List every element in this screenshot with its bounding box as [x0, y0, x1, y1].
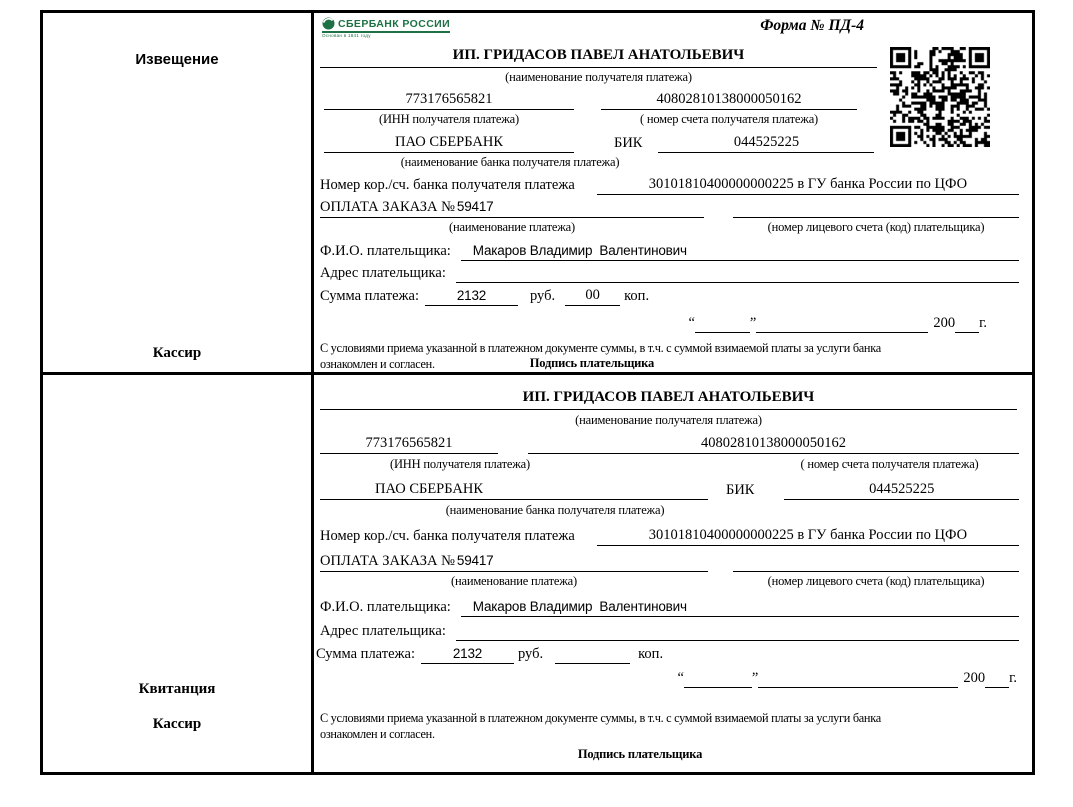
date-line: [320, 314, 987, 333]
corr-account-label: Номер кор./сч. банка получателя платежа: [320, 527, 575, 544]
personal-account-caption: (номер лицевого счета (код) плательщика): [767, 573, 985, 588]
payer-address-label: Адрес плательщика:: [320, 622, 446, 639]
bik-value: 044525225: [658, 133, 874, 153]
order-number: 59417: [456, 552, 494, 568]
quote-close: ”: [751, 670, 759, 687]
payee-name-field: [320, 46, 877, 68]
payment-sum-label: Сумма платежа:: [316, 645, 415, 662]
year-suffix: г.: [1009, 670, 1017, 687]
payee-name-field: [320, 388, 1017, 410]
form-number-label: Форма № ПД-4: [760, 17, 864, 34]
rub-label: руб.: [518, 645, 544, 662]
receipt-section: [43, 375, 1032, 772]
agreement-line2: ознакомлен и согласен.: [320, 357, 435, 372]
agreement-line1: С условиями приема указанной в платежном документе суммы, в т.ч. с суммой взимаемой платы за услуги банка: [320, 711, 881, 726]
personal-account-caption: (номер лицевого счета (код) плательщика): [767, 219, 985, 234]
inn-caption: (ИНН получателя платежа): [390, 457, 530, 472]
payment-sum-label: Сумма платежа:: [320, 287, 419, 304]
notice-body-cell: [314, 13, 1032, 372]
account-value: 40802810138000050162: [528, 434, 1019, 454]
bank-name-value: ПАО СБЕРБАНК: [320, 480, 708, 500]
payee-name-caption: (наименование получателя платежа): [505, 69, 692, 84]
notice-section: [43, 13, 1032, 375]
receipt-body-cell: [314, 375, 1032, 772]
year-prefix: 200: [933, 314, 956, 331]
payer-name-value: Макаров Владимир Валентинович: [461, 242, 1019, 261]
personal-account-line: [733, 200, 1019, 218]
payer-address-line: [456, 623, 1019, 641]
bik-value: 044525225: [784, 480, 1019, 500]
account-caption: ( номер счета получателя платежа): [639, 112, 819, 127]
rub-label: руб.: [530, 287, 556, 304]
sberbank-logo-text: СБЕРБАНК РОССИИ: [338, 17, 451, 30]
date-day-line: [684, 672, 752, 688]
account-value: 40802810138000050162: [601, 90, 857, 110]
quote-open: “: [677, 670, 684, 687]
quote-close: ”: [749, 314, 757, 331]
inn-value: 773176565821: [320, 434, 498, 454]
date-year-line: [985, 672, 1009, 688]
sberbank-logo-tagline: Основан в 1841 году: [322, 33, 371, 38]
kop-label: коп.: [624, 287, 650, 304]
payment-name-field: [320, 552, 708, 572]
year-suffix: г.: [979, 314, 987, 331]
agreement-line1: С условиями приема указанной в платежном документе суммы, в т.ч. с суммой взимаемой платы за услуги банка: [320, 341, 881, 356]
receipt-label: Квитанция: [138, 681, 216, 697]
notice-label: Извещение: [135, 51, 219, 68]
notice-stub-cell: [43, 13, 314, 372]
date-year-line: [955, 317, 979, 333]
payee-name: ИП. ГРИДАСОВ ПАВЕЛ АНАТОЛЬЕВИЧ: [522, 389, 815, 405]
date-line: [320, 669, 1017, 688]
order-number: 59417: [456, 198, 494, 214]
receipt-stub-cell: [43, 375, 314, 772]
payment-name-caption: (наименование платежа): [451, 573, 577, 588]
signature-label: Подпись плательщика: [577, 746, 703, 761]
bank-name-value: ПАО СБЕРБАНК: [324, 133, 574, 153]
date-month-line: [756, 317, 928, 333]
corr-account-label: Номер кор./сч. банка получателя платежа: [320, 176, 575, 193]
payee-name: ИП. ГРИДАСОВ ПАВЕЛ АНАТОЛЬЕВИЧ: [452, 47, 745, 63]
payee-name-caption: (наименование получателя платежа): [575, 412, 762, 427]
bank-name-caption: (наименование банка получателя платежа): [400, 155, 620, 169]
sum-kop-value: [555, 663, 630, 664]
sum-rub-value: 2132: [421, 645, 514, 664]
payer-name-label: Ф.И.О. плательщика:: [320, 598, 451, 615]
bank-name-caption: (наименование банка получателя платежа): [445, 503, 665, 517]
cashier-label: Кассир: [152, 716, 202, 732]
corr-account-value: 30101810400000000225 в ГУ банка России по ЦФО: [597, 526, 1019, 546]
payer-name-value: Макаров Владимир Валентинович: [461, 598, 1019, 617]
payment-name: ОПЛАТА ЗАКАЗА №: [320, 198, 455, 215]
sum-rub-value: 2132: [425, 287, 518, 306]
agreement-text: [320, 710, 1019, 761]
sberbank-logo: [322, 17, 450, 38]
date-month-line: [758, 672, 958, 688]
personal-account-line: [733, 554, 1019, 572]
year-prefix: 200: [963, 670, 986, 687]
date-day-line: [695, 317, 750, 333]
agreement-text: [320, 340, 1019, 372]
corr-account-value: 30101810400000000225 в ГУ банка России по ЦФО: [597, 175, 1019, 195]
agreement-line2: ознакомлен и согласен.: [320, 727, 435, 742]
cashier-label: Кассир: [152, 345, 202, 361]
payment-name-field: [320, 198, 704, 218]
quote-open: “: [688, 314, 695, 331]
signature-label: Подпись плательщика: [529, 356, 655, 371]
sum-kop-value: 00: [565, 286, 620, 306]
inn-value: 773176565821: [324, 90, 574, 110]
sberbank-logo-icon: [322, 17, 335, 30]
payer-address-label: Адрес плательщика:: [320, 264, 446, 281]
bik-label: БИК: [726, 481, 755, 498]
notice-header-row: [320, 17, 1019, 45]
kop-label: коп.: [638, 645, 664, 662]
payment-name: ОПЛАТА ЗАКАЗА №: [320, 552, 455, 569]
pd4-payment-form: [40, 10, 1035, 775]
account-caption: ( номер счета получателя платежа): [800, 457, 979, 472]
qr-code: [890, 47, 990, 147]
payer-name-label: Ф.И.О. плательщика:: [320, 242, 451, 259]
bik-label: БИК: [614, 134, 643, 151]
inn-caption: (ИНН получателя платежа): [379, 112, 519, 127]
payer-address-line: [456, 265, 1019, 283]
payment-name-caption: (наименование платежа): [449, 219, 575, 234]
